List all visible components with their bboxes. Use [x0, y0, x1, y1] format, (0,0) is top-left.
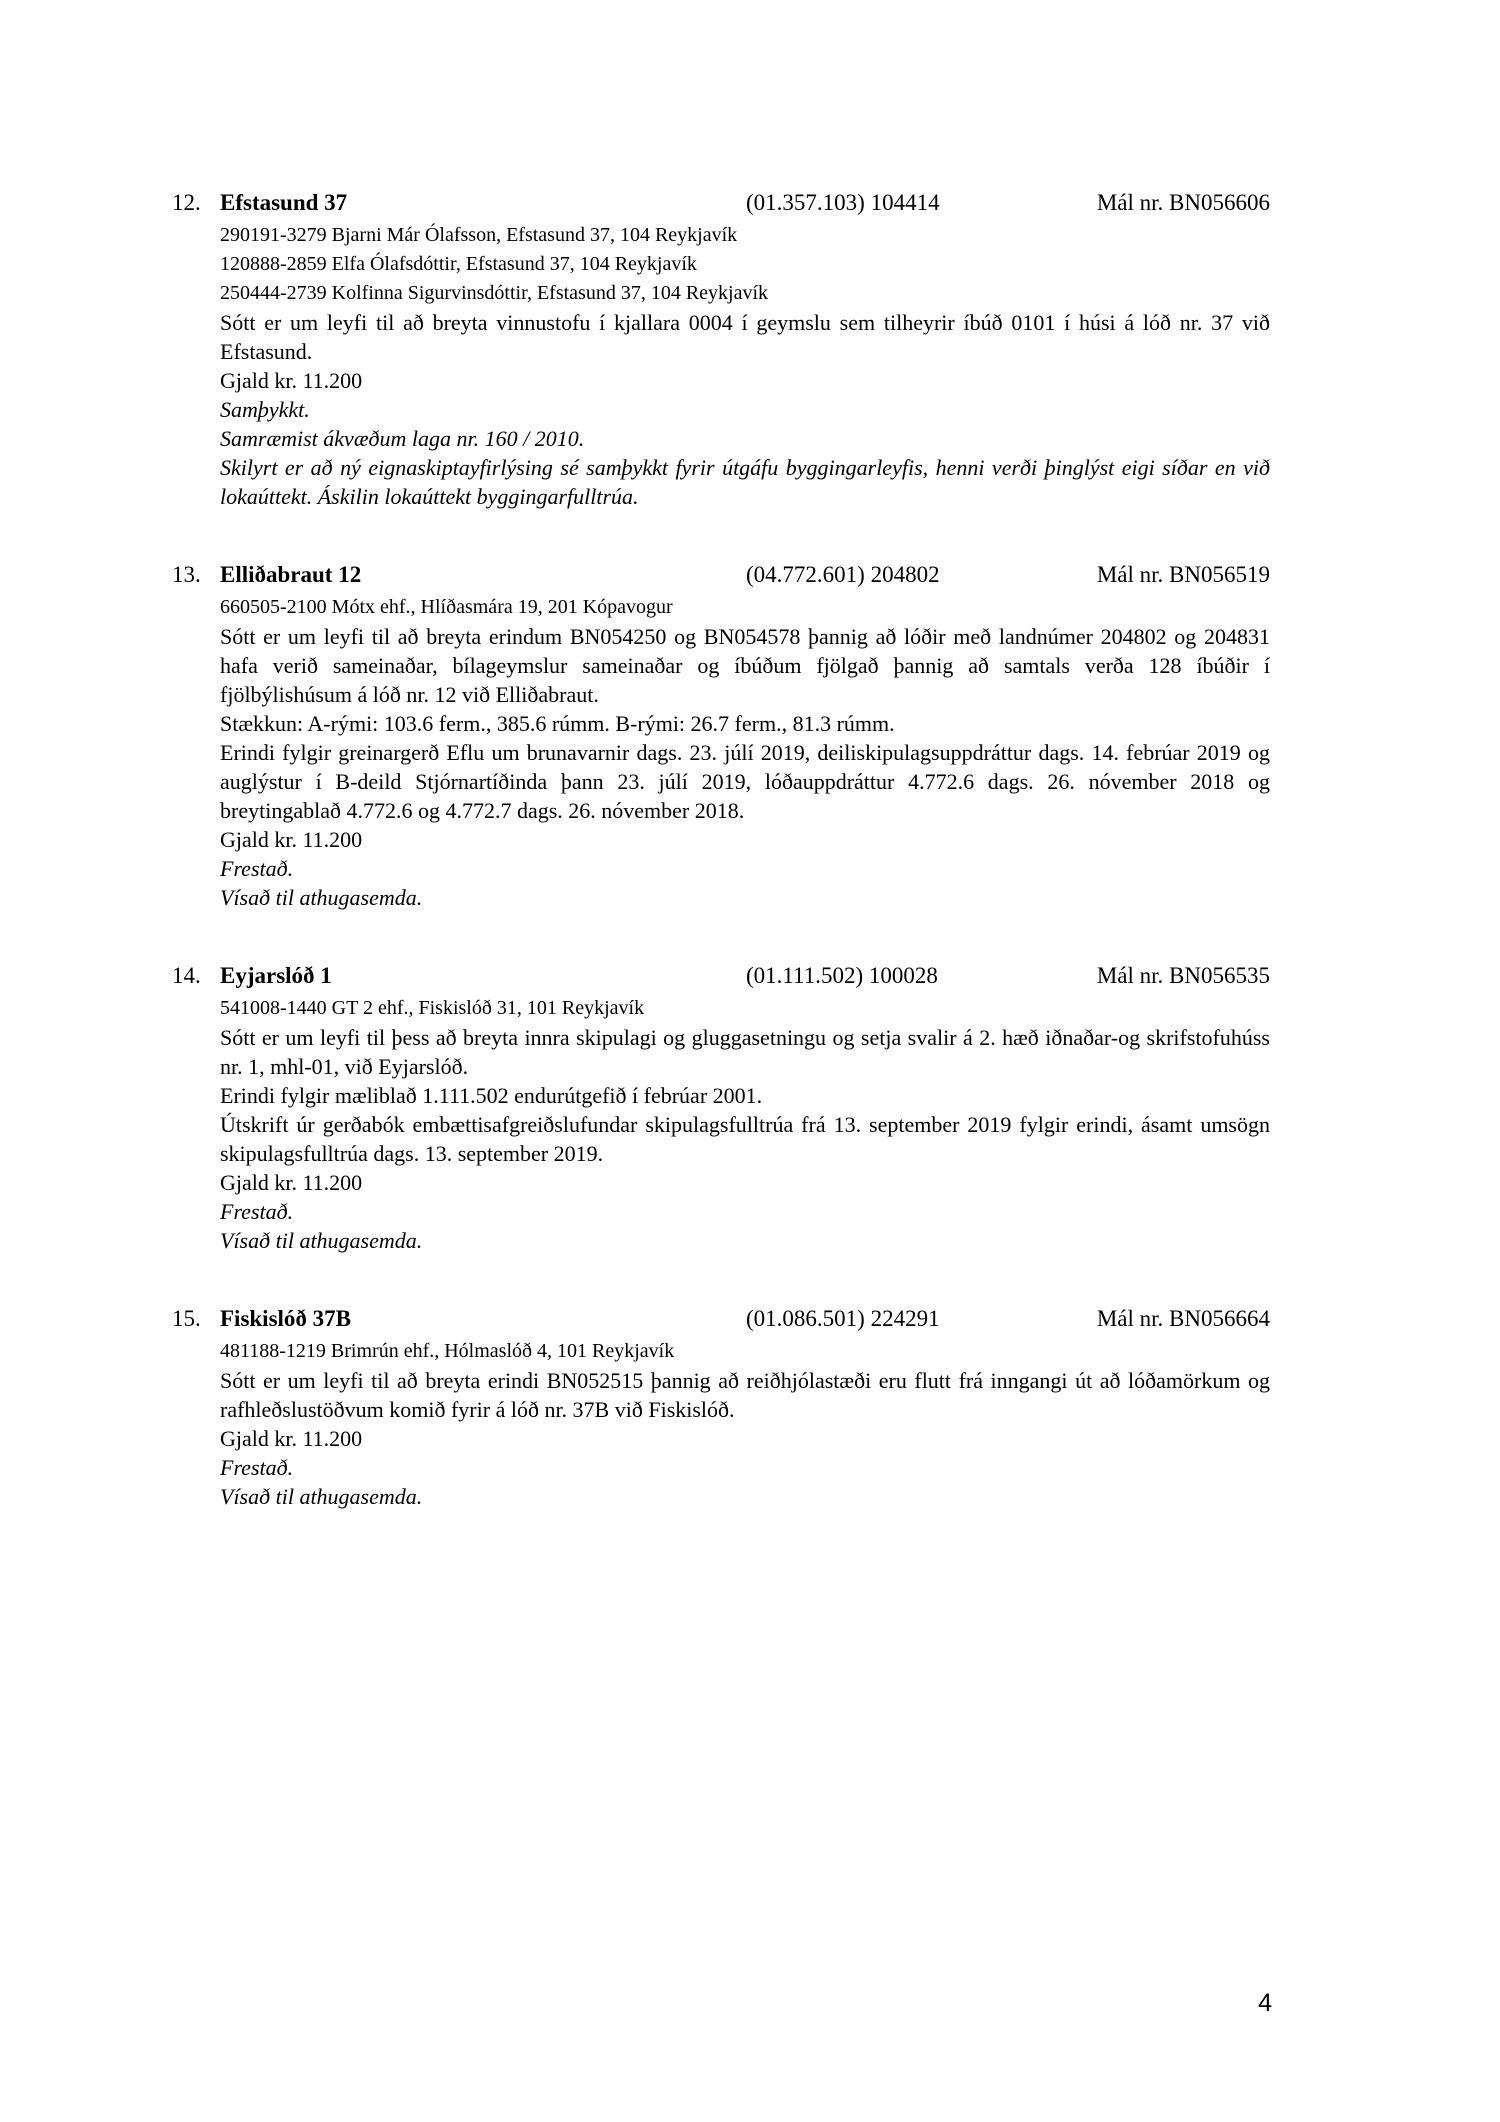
case-address: Elliðabraut 12	[220, 562, 362, 587]
case-number: Mál nr. BN056606	[1096, 190, 1270, 215]
fee-line: Gjald kr. 11.200	[220, 1426, 363, 1451]
page-number: 4	[1258, 1989, 1272, 2017]
applicant-line: 120888-2859 Elfa Ólafsdóttir, Efstasund 37, 104 Reykjavík	[220, 253, 697, 275]
case-address: Efstasund 37	[220, 190, 348, 215]
case-header	[172, 961, 1270, 991]
case-index: 12.	[172, 190, 201, 215]
applicant-line: 250444-2739 Kolfinna Sigurvinsdóttir, Efstasund 37, 104 Reykjavík	[220, 282, 769, 304]
decision-line: Vísað til athugasemda.	[220, 1484, 423, 1509]
case-description: Útskrift úr gerðabók embættisafgreiðslufundar skipulagsfulltrúa frá 13. september 2019 fylgir erindi, ásamt umsögn skipulagsfulltrúa dags. 13. september 2019.	[220, 1112, 1270, 1166]
case-description: Sótt er um leyfi til að breyta vinnustofu í kjallara 0004 í geymslu sem tilheyrir íbúð 0101 í húsi á lóð nr. 37 við Efstasund.	[220, 310, 1270, 364]
case-description: Stækkun: A-rými: 103.6 ferm., 385.6 rúmm. B-rými: 26.7 ferm., 81.3 rúmm.	[220, 711, 895, 736]
case-reference: (01.111.502) 100028	[746, 963, 938, 988]
fee-line: Gjald kr. 11.200	[220, 1170, 363, 1195]
case-address: Fiskislóð 37B	[220, 1306, 352, 1331]
case-body	[220, 593, 1270, 912]
case-number: Mál nr. BN056535	[1096, 963, 1270, 988]
case-item-12	[172, 188, 1270, 511]
case-body	[220, 221, 1270, 511]
case-header	[172, 560, 1270, 590]
case-description: Sótt er um leyfi til að breyta erindi BN052515 þannig að reiðhjólastæði eru flutt frá inngangi út að lóðamörkum og rafhleðslustöðvum komið fyrir á lóð nr. 37B við Fiskislóð.	[220, 1368, 1270, 1422]
case-description: Sótt er um leyfi til að breyta erindum BN054250 og BN054578 þannig að lóðir með landnúmer 204802 og 204831 hafa verið sameinaðar, bílageymslur sameinaðar og íbúðum fjölgað þannig að samtals verða 128 íbúðir í fjölbýlishúsum á lóð nr. 12 við Elliðabraut.	[220, 624, 1270, 707]
case-address: Eyjarslóð 1	[220, 963, 332, 988]
applicant-line: 290191-3279 Bjarni Már Ólafsson, Efstasund 37, 104 Reykjavík	[220, 224, 738, 246]
fee-line: Gjald kr. 11.200	[220, 827, 363, 852]
case-body	[220, 994, 1270, 1255]
case-reference: (01.357.103) 104414	[746, 190, 940, 215]
decision-line: Frestað.	[220, 856, 294, 881]
case-reference: (01.086.501) 224291	[746, 1306, 940, 1331]
case-description: Sótt er um leyfi til þess að breyta innra skipulagi og gluggasetningu og setja svalir á 2. hæð iðnaðar-og skrifstofuhúss nr. 1, mhl-01, við Eyjarslóð.	[220, 1025, 1270, 1079]
decision-line: Samræmist ákvæðum laga nr. 160 / 2010.	[220, 426, 585, 451]
applicant-line: 541008-1440 GT 2 ehf., Fiskislóð 31, 101 Reykjavík	[220, 997, 645, 1019]
case-description: Erindi fylgir mæliblað 1.111.502 endurútgefið í febrúar 2001.	[220, 1083, 763, 1108]
decision-line: Samþykkt.	[220, 397, 310, 422]
decision-line: Vísað til athugasemda.	[220, 885, 423, 910]
applicant-line: 481188-1219 Brimrún ehf., Hólmaslóð 4, 101 Reykjavík	[220, 1340, 675, 1362]
case-item-13	[172, 560, 1270, 912]
case-index: 13.	[172, 562, 201, 587]
case-item-14	[172, 961, 1270, 1255]
case-index: 15.	[172, 1306, 201, 1331]
decision-line: Frestað.	[220, 1455, 294, 1480]
cases-list	[172, 188, 1270, 1560]
applicant-line: 660505-2100 Mótx ehf., Hlíðasmára 19, 201 Kópavogur	[220, 596, 673, 618]
case-header	[172, 188, 1270, 218]
case-number: Mál nr. BN056664	[1096, 1306, 1270, 1331]
case-index: 14.	[172, 963, 201, 988]
case-number: Mál nr. BN056519	[1096, 562, 1270, 587]
decision-line: Vísað til athugasemda.	[220, 1228, 423, 1253]
decision-line: Frestað.	[220, 1199, 294, 1224]
case-header	[172, 1304, 1270, 1334]
case-item-15	[172, 1304, 1270, 1511]
case-body	[220, 1337, 1270, 1511]
case-description: Erindi fylgir greinargerð Eflu um brunavarnir dags. 23. júlí 2019, deiliskipulagsuppdráttur dags. 14. febrúar 2019 og auglýstur í B-deild Stjórnartíðinda þann 23. júlí 2019, lóðauppdráttur 4.772.6 dags. 26. nóvember 2018 og breytingablað 4.772.6 og 4.772.7 dags. 26. nóvember 2018.	[220, 740, 1270, 823]
fee-line: Gjald kr. 11.200	[220, 368, 363, 393]
case-reference: (04.772.601) 204802	[746, 562, 940, 587]
decision-line: Skilyrt er að ný eignaskiptayfirlýsing sé samþykkt fyrir útgáfu byggingarleyfis, henni verði þinglýst eigi síðar en við lokaúttekt. Áskilin lokaúttekt byggingarfulltrúa.	[220, 455, 1270, 509]
